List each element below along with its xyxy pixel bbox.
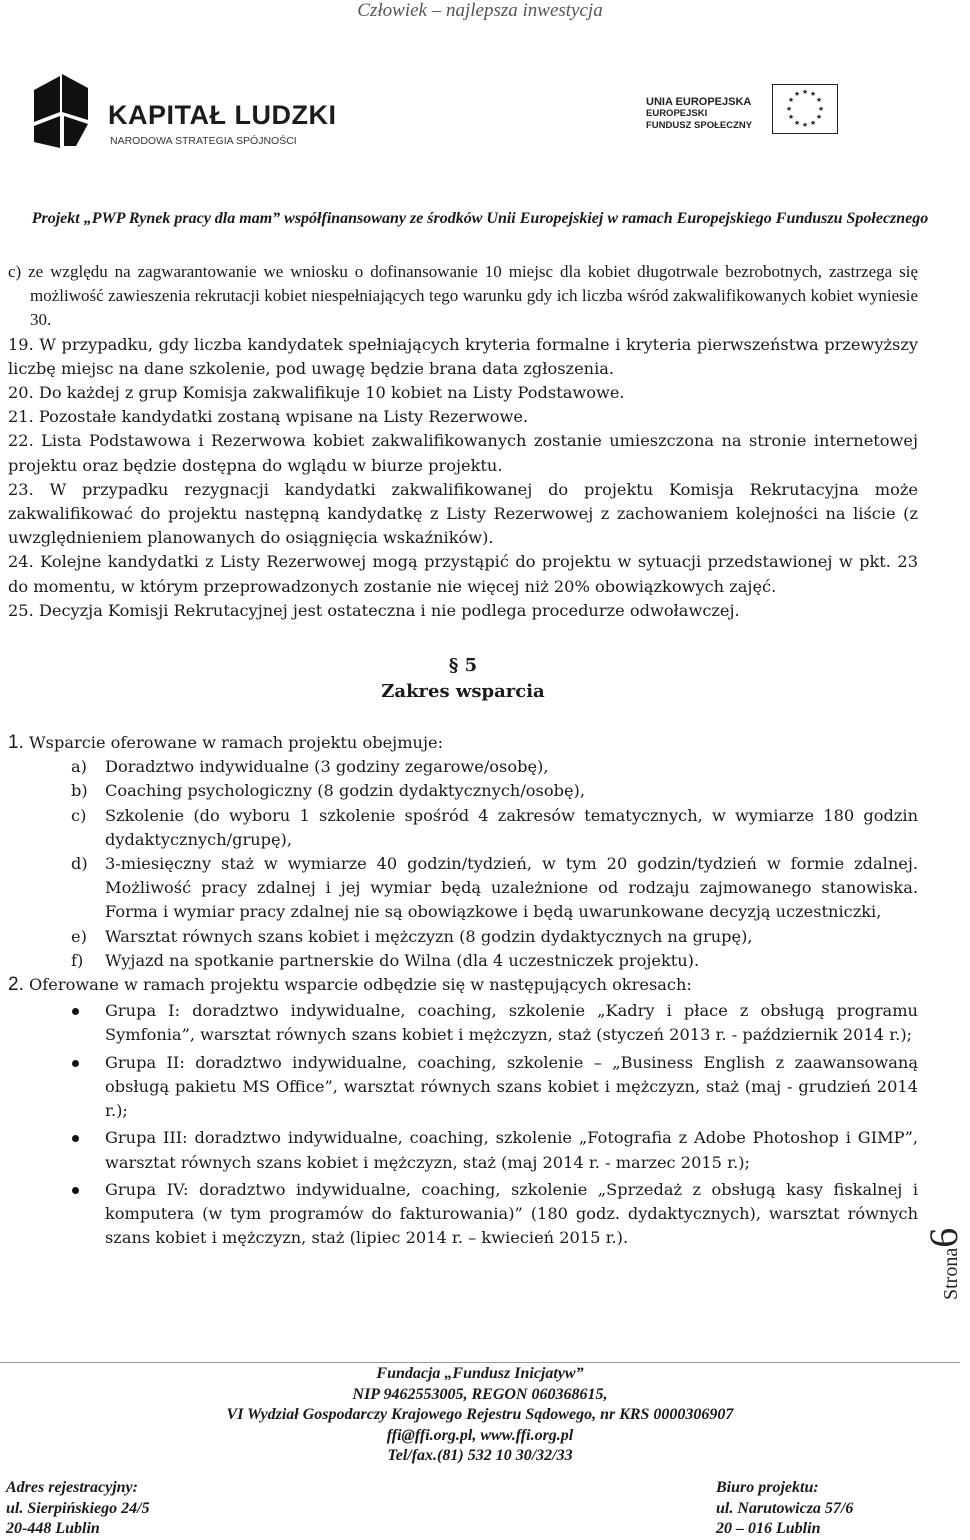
point-24: 24. Kolejne kandydatki z Listy Rezerwowej mogą przystąpić do projektu w sytuacji przedstawionej w pkt. 23 do momentu, w którym przeprowadzonych zostanie nie więcej niż 20% obowiązkowych zajęć. — [8, 552, 918, 596]
list-letter: e) — [71, 926, 87, 946]
eu-logo — [646, 80, 831, 142]
list-text: Coaching psychologiczny (8 godzin dydaktycznych/osobę), — [105, 781, 586, 801]
list-item — [8, 1051, 918, 1124]
section-title: Zakres wsparcia — [381, 681, 545, 703]
point-25: 25. Decyzja Komisji Rekrutacyjnej jest ostateczna i nie podlega procedurze odwoławczej. — [8, 600, 740, 620]
section-heading — [8, 653, 918, 705]
svg-text:★: ★ — [809, 119, 817, 127]
svg-text:★: ★ — [817, 105, 825, 113]
list-item — [8, 852, 918, 925]
footer-line: Fundacja „Fundusz Inicjatyw” — [376, 1365, 584, 1382]
page-number: 6 — [921, 1227, 966, 1248]
support-list — [8, 755, 918, 973]
item-2-intro — [8, 973, 918, 997]
item-2-text: Oferowane w ramach projektu wsparcie odbędzie się w następujących okresach: — [29, 975, 692, 995]
registered-address — [6, 1478, 150, 1540]
list-letter: f) — [71, 950, 84, 970]
page-number-label — [890, 1200, 970, 1320]
footer-line: Tel/fax.(81) 532 10 30/32/33 — [387, 1447, 573, 1464]
continued-item-c: c) ze względu na zagwarantowanie we wniosku o dofinansowanie 10 miejsc dla kobiet długotrwale bezrobotnych, zastrzega się możliwość zawieszenia rekrutacji kobiet niespełniających tego warunku gdy ich liczba wśród zakwalifikowanych kobiet wyniesie 30. — [8, 262, 918, 330]
svg-text:★: ★ — [787, 96, 795, 104]
page-number-rotated — [920, 1228, 967, 1300]
list-text: Doradztwo indywidualne (3 godziny zegarowe/osobę), — [105, 757, 549, 777]
item-1-text: Wsparcie oferowane w ramach projektu obejmuje: — [29, 733, 444, 753]
project-title: Projekt „PWP Rynek pracy dla mam” współfinansowany ze środków Unii Europejskiej w ramach Europejskiego Funduszu Społecznego — [31, 210, 929, 227]
group-text: Grupa II: doradztwo indywidualne, coaching, szkolenie – „Business English z zaawansowaną obsługą pakietu MS Office”, warsztat równych szans kobiet i mężczyzn, staż (maj - grudzień 2014 r.); — [105, 1052, 918, 1121]
list-item — [8, 1126, 918, 1174]
eu-line-3: FUNDUSZ SPOŁECZNY — [646, 120, 753, 131]
list-item — [8, 1178, 918, 1251]
eu-line-1: UNIA EUROPEJSKA — [646, 96, 752, 108]
group-text: Grupa I: doradztwo indywidualne, coaching, szkolenie „Kadry i płace z obsługą programu Symfonia”, warsztat równych szans kobiet i mężczyzn, staż (styczeń 2013 r. - październik 2014 r.); — [105, 1001, 918, 1045]
svg-text:★: ★ — [815, 113, 823, 121]
list-text: Warsztat równych szans kobiet i mężczyzn (8 godzin dydaktycznych na grupę), — [105, 926, 753, 946]
list-item — [8, 949, 918, 973]
list-letter: d) — [71, 854, 88, 874]
kapital-ludzki-title: KAPITAŁ LUDZKI — [108, 100, 337, 130]
group-text: Grupa IV: doradztwo indywidualne, coaching, szkolenie „Sprzedaż z obsługą kasy fiskalnej i komputera (w tym programów do fakturowania)” (180 godz. dydaktycznych), warsztat równych szans kobiet i mężczyzn, staż (lipiec 2014 r. – kwiecień 2015 r.). — [105, 1179, 918, 1248]
item-1-intro — [8, 731, 918, 755]
group-text: Grupa III: doradztwo indywidualne, coaching, szkolenie „Fotografia z Adobe Photoshop i GIMP”, warsztat równych szans kobiet i mężczyzn, staż (maj 2014 r. - marzec 2015 r.); — [105, 1128, 918, 1172]
point-19: 19. W przypadku, gdy liczba kandydatek spełniających kryteria formalne i kryteria pierwszeństwa przewyższy liczbę miejsc na dane szkolenie, pod uwagę będzie brana data zgłoszenia. — [8, 334, 918, 378]
point-23: 23. W przypadku rezygnacji kandydatki zakwalifikowanej do projektu Komisja Rekrutacyjna może zakwalifikować do projektu następną kandydatkę z Listy Rezerwowej z zachowaniem kolejności na liście (z uwzględnieniem planowanych do osiągnięcia wskaźników). — [8, 479, 918, 548]
address-line: Biuro projektu: — [716, 1479, 819, 1496]
list-letter: a) — [71, 757, 87, 777]
list-text: 3-miesięczny staż w wymiarze 40 godzin/tydzień, w tym 20 godzin/tydzień w formie zdalnej. Możliwość pracy zdalnej i jej wymiar będą uzależnione od rodzaju zajmowanego stanowiska. Forma i wymiar pracy zdalnej nie są obowiązkowe i będą uwarunkowane decyzją uczestniczki, — [105, 854, 918, 922]
kapital-ludzki-logo — [30, 72, 337, 152]
project-office-address — [716, 1478, 853, 1540]
bullet-icon — [72, 1060, 79, 1067]
svg-text:★: ★ — [785, 105, 793, 113]
eu-stars-flag-icon — [772, 84, 838, 134]
eu-line-2: EUROPEJSKI — [646, 108, 708, 119]
section-number: § 5 — [448, 655, 478, 677]
running-header: Człowiek – najlepsza inwestycja — [357, 0, 603, 21]
item-1-number: 1. — [8, 732, 24, 754]
item-2-number: 2. — [8, 974, 24, 996]
footer-line: VI Wydział Gospodarczy Krajowego Rejestru Sądowego, nr KRS 0000306907 — [226, 1406, 734, 1423]
svg-text:★: ★ — [793, 119, 801, 127]
document-body — [8, 260, 918, 1253]
list-item — [8, 755, 918, 779]
list-text: Szkolenie (do wyboru 1 szkolenie spośród 4 zakresów tematycznych, w wymiarze 180 godzin dydaktycznych/grupę), — [105, 805, 918, 849]
svg-text:★: ★ — [809, 90, 817, 98]
footer-line: ffi@ffi.org.pl, www.ffi.org.pl — [386, 1426, 574, 1444]
svg-text:★: ★ — [815, 96, 823, 104]
list-item — [8, 779, 918, 803]
footer — [0, 1364, 960, 1467]
address-line: 20 – 016 Lublin — [716, 1520, 821, 1537]
address-line: ul. Sierpińskiego 24/5 — [6, 1499, 150, 1517]
svg-text:★: ★ — [801, 121, 809, 129]
bullet-icon — [72, 1135, 79, 1142]
groups-list — [8, 999, 918, 1250]
list-item — [8, 804, 918, 852]
kapital-ludzki-mark-icon — [30, 72, 92, 150]
footer-line: NIP 9462553005, REGON 060368615, — [352, 1385, 608, 1403]
eu-logo-text — [646, 96, 752, 132]
svg-text:★: ★ — [787, 113, 795, 121]
list-letter: b) — [71, 781, 88, 801]
list-item — [8, 999, 918, 1047]
bullet-icon — [72, 1008, 79, 1015]
list-text: Wyjazd na spotkanie partnerskie do Wilna (dla 4 uczestniczek projektu). — [105, 950, 700, 970]
list-letter: c) — [71, 805, 87, 825]
svg-text:★: ★ — [801, 88, 809, 96]
address-line: ul. Narutowicza 57/6 — [716, 1499, 854, 1517]
address-line: 20-448 Lublin — [6, 1520, 100, 1537]
list-item — [8, 925, 918, 949]
point-22: 22. Lista Podstawowa i Rezerwowa kobiet zakwalifikowanych zostanie umieszczona na stronie internetowej projektu oraz będzie dostępna do wglądu w biurze projektu. — [8, 431, 918, 475]
point-21: 21. Pozostałe kandydatki zostaną wpisane na Listy Rezerwowe. — [8, 407, 529, 427]
kapital-ludzki-subtitle: NARODOWA STRATEGIA SPÓJNOŚCI — [110, 135, 297, 147]
address-line: Adres rejestracyjny: — [6, 1479, 138, 1496]
bullet-icon — [72, 1187, 79, 1194]
page-word: Strona — [940, 1247, 962, 1300]
footer-divider — [0, 1362, 960, 1363]
point-20: 20. Do każdej z grup Komisja zakwalifikuje 10 kobiet na Listy Podstawowe. — [8, 383, 625, 403]
svg-text:★: ★ — [793, 90, 801, 98]
